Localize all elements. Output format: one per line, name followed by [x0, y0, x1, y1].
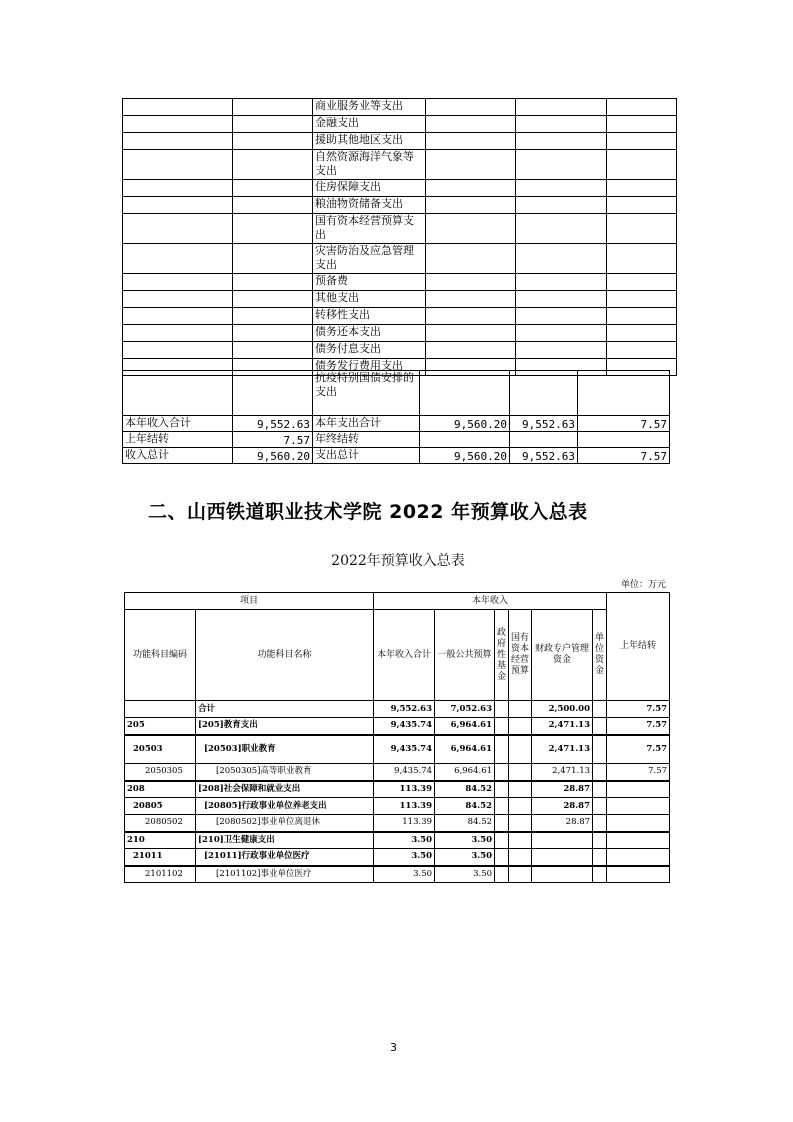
table-row [123, 371, 670, 416]
table-cell: 灾害防治及应急管理支出 [313, 244, 426, 274]
header-state-capital: 国有资本经营预算 [509, 610, 532, 701]
table-cell-fiscal: 28.87 [532, 798, 593, 815]
table-cell [233, 371, 313, 416]
table-cell-fiscal [532, 849, 593, 866]
table-cell: 预备费 [313, 274, 426, 291]
table-cell [426, 180, 516, 197]
table-row [125, 832, 670, 849]
table-cell: 抗疫特别国债安排的支出 [313, 371, 420, 416]
table-cell [426, 325, 516, 342]
table-cell-carry [607, 781, 670, 798]
table-cell-total: 9,435.74 [374, 718, 435, 735]
table-cell-gov [495, 718, 509, 735]
table-cell-total: 3.50 [374, 849, 435, 866]
table-cell [123, 150, 233, 180]
table-cell [426, 116, 516, 133]
table-cell: 年终结转 [313, 432, 420, 448]
table-cell: 商业服务业等支出 [313, 99, 426, 116]
table-cell-state [509, 832, 532, 849]
table-cell-total: 9,435.74 [374, 764, 435, 781]
table-row [123, 244, 677, 274]
table-cell [123, 342, 233, 359]
table-cell-fiscal: 28.87 [532, 815, 593, 832]
table-cell-name: [210]卫生健康支出 [196, 832, 374, 849]
table-cell: 国有资本经营预算支出 [313, 214, 426, 244]
table-cell-general: 6,964.61 [435, 735, 495, 764]
table-cell-code [125, 701, 196, 718]
table-cell [607, 116, 677, 133]
table-cell-gov [495, 866, 509, 883]
table-cell-total: 113.39 [374, 781, 435, 798]
table-cell-unitf [593, 701, 607, 718]
table-cell [123, 99, 233, 116]
table-cell [607, 150, 677, 180]
table-cell-name: [2050305]高等职业教育 [196, 764, 374, 781]
table-cell-state [509, 781, 532, 798]
table-cell: 债务还本支出 [313, 325, 426, 342]
table-row [123, 432, 670, 448]
table-cell [607, 197, 677, 214]
table-cell [516, 180, 607, 197]
totals-table [122, 370, 670, 464]
table-cell [233, 308, 313, 325]
table-row [123, 214, 677, 244]
table-cell: 粮油物资储备支出 [313, 197, 426, 214]
table-cell-unitf [593, 764, 607, 781]
table-cell-total: 113.39 [374, 798, 435, 815]
table-cell-name: 合计 [196, 701, 374, 718]
table-cell [578, 371, 670, 416]
table-cell [420, 432, 510, 448]
table-cell [233, 274, 313, 291]
table-cell: 转移性支出 [313, 308, 426, 325]
table-cell [426, 308, 516, 325]
table-cell: 自然资源海洋气象等支出 [313, 150, 426, 180]
table-row [123, 116, 677, 133]
table-cell-carry [607, 832, 670, 849]
table-cell-state [509, 701, 532, 718]
table-cell [607, 325, 677, 342]
table-cell: 7.57 [578, 416, 670, 432]
table-cell-carry: 7.57 [607, 735, 670, 764]
table-cell [607, 99, 677, 116]
table-cell [516, 325, 607, 342]
table-row [125, 815, 670, 832]
header-code: 功能科目编码 [125, 610, 196, 701]
table-cell-code: 205 [125, 718, 196, 735]
header-unit-fund: 单位资金 [593, 610, 607, 701]
table-cell: 其他支出 [313, 291, 426, 308]
table-cell-name: [21011]行政事业单位医疗 [196, 849, 374, 866]
table-cell [510, 371, 578, 416]
header-general-budget: 一般公共预算 [435, 610, 495, 701]
table-cell: 9,552.63 [510, 448, 578, 464]
table-cell: 债务付息支出 [313, 342, 426, 359]
table-cell-general: 84.52 [435, 781, 495, 798]
header-carryover: 上年结转 [607, 593, 670, 701]
table-cell-name: [205]教育支出 [196, 718, 374, 735]
table-row [123, 325, 677, 342]
table-cell [516, 291, 607, 308]
table-cell-carry [607, 798, 670, 815]
table-cell-fiscal: 28.87 [532, 781, 593, 798]
table-row [123, 342, 677, 359]
table-row [125, 701, 670, 718]
table-cell: 7.57 [233, 432, 313, 448]
table-cell [516, 197, 607, 214]
table-cell [516, 133, 607, 150]
table-cell [420, 371, 510, 416]
table-cell-general: 6,964.61 [435, 718, 495, 735]
table-cell [233, 342, 313, 359]
table-cell: 住房保障支出 [313, 180, 426, 197]
table-cell: 9,560.20 [233, 448, 313, 464]
table-cell-code: 208 [125, 781, 196, 798]
table-cell-state [509, 798, 532, 815]
table-cell-carry: 7.57 [607, 764, 670, 781]
table-cell [233, 99, 313, 116]
table-row [123, 197, 677, 214]
table-cell [578, 432, 670, 448]
table-cell: 本年支出合计 [313, 416, 420, 432]
table-cell-total: 9,552.63 [374, 701, 435, 718]
table-cell-code: 20503 [125, 735, 196, 764]
header-income: 本年收入 [374, 593, 607, 610]
table-cell: 7.57 [578, 448, 670, 464]
header-gov-fund: 政府性基金 [495, 610, 509, 701]
table-row [123, 99, 677, 116]
budget-income-table [124, 592, 670, 883]
table-cell-unitf [593, 832, 607, 849]
table-cell-total: 3.50 [374, 832, 435, 849]
table-cell: 收入总计 [123, 448, 233, 464]
table-cell-fiscal: 2,471.13 [532, 735, 593, 764]
table-cell [233, 291, 313, 308]
table-cell-name: [2080502]事业单位离退休 [196, 815, 374, 832]
table-cell-name: [208]社会保障和就业支出 [196, 781, 374, 798]
table-cell-code: 20805 [125, 798, 196, 815]
table-cell [426, 244, 516, 274]
table-row [125, 798, 670, 815]
expenditure-continuation-table [122, 98, 677, 376]
header-total: 本年收入合计 [374, 610, 435, 701]
table-cell: 支出总计 [313, 448, 420, 464]
table-cell-gov [495, 849, 509, 866]
table-cell-unitf [593, 866, 607, 883]
table-cell: 援助其他地区支出 [313, 133, 426, 150]
table-row [123, 416, 670, 432]
page-number: 3 [390, 1041, 397, 1054]
table-cell [123, 291, 233, 308]
table-cell [123, 274, 233, 291]
table-cell [426, 133, 516, 150]
table-cell-unitf [593, 849, 607, 866]
table-cell-gov [495, 815, 509, 832]
table-row [125, 764, 670, 781]
table-cell [123, 214, 233, 244]
table-cell [233, 150, 313, 180]
table-row [125, 781, 670, 798]
table-cell-general: 84.52 [435, 815, 495, 832]
table-cell-code: 2101102 [125, 866, 196, 883]
table-cell: 上年结转 [123, 432, 233, 448]
table-cell-state [509, 718, 532, 735]
unit-label: 单位：万元 [621, 580, 667, 590]
table-cell [123, 133, 233, 150]
table-cell-state [509, 735, 532, 764]
table-cell [516, 274, 607, 291]
table-cell: 9,560.20 [420, 448, 510, 464]
table-cell [516, 150, 607, 180]
table-cell-gov [495, 832, 509, 849]
table-cell-state [509, 866, 532, 883]
table-row [123, 133, 677, 150]
table-row [123, 448, 670, 464]
table-cell-gov [495, 764, 509, 781]
table-cell [607, 180, 677, 197]
table-row [123, 150, 677, 180]
table-cell [516, 342, 607, 359]
table-cell-fiscal [532, 866, 593, 883]
table-cell [607, 214, 677, 244]
table-cell-gov [495, 701, 509, 718]
table-cell: 金融支出 [313, 116, 426, 133]
table-cell-general: 3.50 [435, 849, 495, 866]
table-cell [426, 214, 516, 244]
header-fiscal-special: 财政专户管理资金 [532, 610, 593, 701]
table-cell-unitf [593, 735, 607, 764]
table-cell-unitf [593, 798, 607, 815]
table-cell-unitf [593, 718, 607, 735]
table-cell: 债务发行费用支出 [313, 359, 426, 376]
table-cell [516, 308, 607, 325]
table-cell: 9,552.63 [233, 416, 313, 432]
table-cell [123, 180, 233, 197]
table-cell-general: 6,964.61 [435, 764, 495, 781]
table-cell [516, 244, 607, 274]
header-name: 功能科目名称 [196, 610, 374, 701]
table-cell [123, 308, 233, 325]
table-cell-general: 3.50 [435, 866, 495, 883]
table-cell-carry: 7.57 [607, 718, 670, 735]
table-cell-fiscal [532, 832, 593, 849]
table-row [123, 291, 677, 308]
table-cell-general: 3.50 [435, 832, 495, 849]
table-cell-unitf [593, 781, 607, 798]
table-cell-fiscal: 2,471.13 [532, 718, 593, 735]
table-cell [233, 116, 313, 133]
table-cell-state [509, 849, 532, 866]
table-cell [607, 274, 677, 291]
table-cell [233, 325, 313, 342]
table-cell: 9,552.63 [510, 416, 578, 432]
table-cell [607, 308, 677, 325]
table-row [125, 735, 670, 764]
table-cell-general: 84.52 [435, 798, 495, 815]
table-cell-carry: 7.57 [607, 701, 670, 718]
table-cell-code: 21011 [125, 849, 196, 866]
table-cell [607, 342, 677, 359]
table-cell-fiscal: 2,500.00 [532, 701, 593, 718]
table-cell [123, 325, 233, 342]
table-cell [607, 133, 677, 150]
table-cell [233, 133, 313, 150]
table-row [125, 866, 670, 883]
table-cell [233, 214, 313, 244]
header-project: 项目 [125, 593, 374, 610]
table-cell [123, 197, 233, 214]
table-cell-code: 2080502 [125, 815, 196, 832]
table-cell-gov [495, 781, 509, 798]
table-cell-total: 3.50 [374, 866, 435, 883]
table-row [123, 308, 677, 325]
table-cell [426, 197, 516, 214]
table-cell [426, 150, 516, 180]
table-row [125, 849, 670, 866]
table-cell [607, 244, 677, 274]
table-cell-unitf [593, 815, 607, 832]
table-cell-code: 210 [125, 832, 196, 849]
table-cell-name: [2101102]事业单位医疗 [196, 866, 374, 883]
table-cell [123, 116, 233, 133]
table-cell: 本年收入合计 [123, 416, 233, 432]
table-cell-general: 7,052.63 [435, 701, 495, 718]
table-cell-total: 9,435.74 [374, 735, 435, 764]
table-cell [123, 244, 233, 274]
table-cell [233, 180, 313, 197]
table-cell-fiscal: 2,471.13 [532, 764, 593, 781]
table-cell [233, 197, 313, 214]
table-row [125, 718, 670, 735]
table-cell-code: 2050305 [125, 764, 196, 781]
income-table-title: 2022年预算收入总表 [331, 553, 465, 569]
table-cell [233, 244, 313, 274]
table-cell-gov [495, 798, 509, 815]
table-cell: 9,560.20 [420, 416, 510, 432]
table-cell-name: [20503]职业教育 [196, 735, 374, 764]
table-cell-carry [607, 849, 670, 866]
table-row [123, 274, 677, 291]
table-cell-total: 113.39 [374, 815, 435, 832]
table-cell-carry [607, 815, 670, 832]
table-cell [516, 214, 607, 244]
table-cell [426, 291, 516, 308]
table-row [123, 180, 677, 197]
table-cell [516, 99, 607, 116]
table-cell [510, 432, 578, 448]
table-cell [123, 371, 233, 416]
table-cell-state [509, 764, 532, 781]
table-cell [426, 99, 516, 116]
section-heading: 二、山西铁道职业技术学院 2022 年预算收入总表 [148, 501, 588, 523]
table-cell [516, 116, 607, 133]
table-cell-gov [495, 735, 509, 764]
table-cell [607, 291, 677, 308]
table-cell-state [509, 815, 532, 832]
table-cell-carry [607, 866, 670, 883]
table-cell-name: [20805]行政事业单位养老支出 [196, 798, 374, 815]
table-cell [426, 274, 516, 291]
table-cell [426, 342, 516, 359]
